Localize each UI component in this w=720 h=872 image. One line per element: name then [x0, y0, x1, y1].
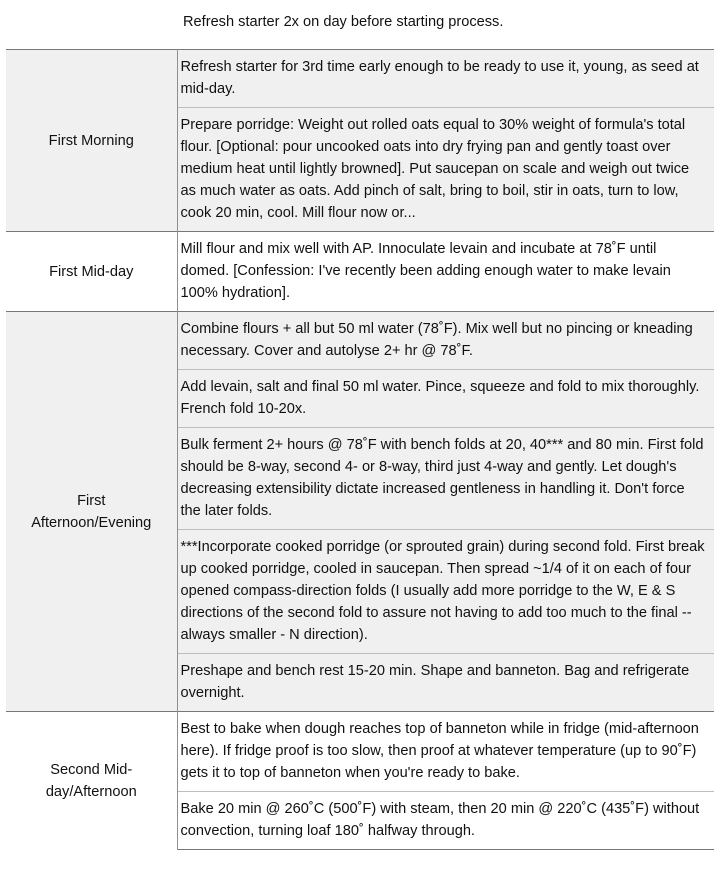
phase-label-second-midday — [6, 712, 177, 850]
step-mill-flour: Mill flour and mix well with AP. Innoculate levain and incubate at 78˚F until domed. [Confession: I've recently been adding enough water to make levain 100% hydration]. — [177, 232, 714, 312]
step-preshape: Preshape and bench rest 15-20 min. Shape and banneton. Bag and refrigerate overnight. — [177, 654, 714, 712]
step-prepare-porridge: Prepare porridge: Weight out rolled oats equal to 30% weight of formula's total flour. [Optional: pour uncooked oats into dry frying pan and gently toast over medium heat until lightly browned]. Put saucepan on scale and weigh out twice as much water as oats. Add pinch of salt, bring to boil, stir in oats, turn to low, cook 20 min, cool. Mill flour now or... — [177, 108, 714, 232]
phase-label-first-morning: First Morning — [6, 50, 177, 232]
step-best-to-bake: Best to bake when dough reaches top of banneton while in fridge (mid-afternoon here). If fridge proof is too slow, then proof at whatever temperature (up to 90˚F) gets it to top of banneton when you're ready to bake. — [177, 712, 714, 792]
phase-label-line: Afternoon/Evening — [31, 514, 152, 531]
step-bulk-ferment: Bulk ferment 2+ hours @ 78˚F with bench folds at 20, 40*** and 80 min. First fold should be 8-way, second 4- or 8-way, third just 4-way and gently. Let dough's decreasing extensibility dictate increased gentleness in handling it. Don't force the later folds. — [177, 428, 714, 530]
table-row — [6, 712, 714, 792]
step-add-levain: Add levain, salt and final 50 ml water. Pince, squeeze and fold to mix thoroughly. French fold 10-20x. — [177, 370, 714, 428]
step-combine-flours: Combine flours + all but 50 ml water (78˚F). Mix well but no pincing or kneading necessary. Cover and autolyse 2+ hr @ 78˚F. — [177, 312, 714, 370]
step-incorporate-porridge: ***Incorporate cooked porridge (or sprouted grain) during second fold. First break up cooked porridge, cooled in saucepan. Then spread ~1/4 of it on each of four opened compass-direction folds (I usually add more porridge to the W, E & S directions of the second fold to assure not having to add too much to the final -- always smaller - N direction). — [177, 530, 714, 654]
phase-label-line: Second Mid- — [50, 761, 133, 778]
phase-label-first-midday: First Mid-day — [6, 232, 177, 312]
step-bake: Bake 20 min @ 260˚C (500˚F) with steam, then 20 min @ 220˚C (435˚F) without convection, turning loaf 180˚ halfway through. — [177, 792, 714, 850]
phase-label-line: First — [77, 492, 106, 509]
phase-label-first-afternoon — [6, 312, 177, 712]
schedule-table — [6, 49, 714, 850]
table-row — [6, 312, 714, 370]
intro-note: Refresh starter 2x on day before starting process. — [183, 14, 504, 30]
step-refresh-starter: Refresh starter for 3rd time early enough to be ready to use it, young, as seed at mid-day. — [177, 50, 714, 108]
phase-label-line: day/Afternoon — [45, 783, 137, 800]
table-row — [6, 232, 714, 312]
table-row — [6, 50, 714, 108]
